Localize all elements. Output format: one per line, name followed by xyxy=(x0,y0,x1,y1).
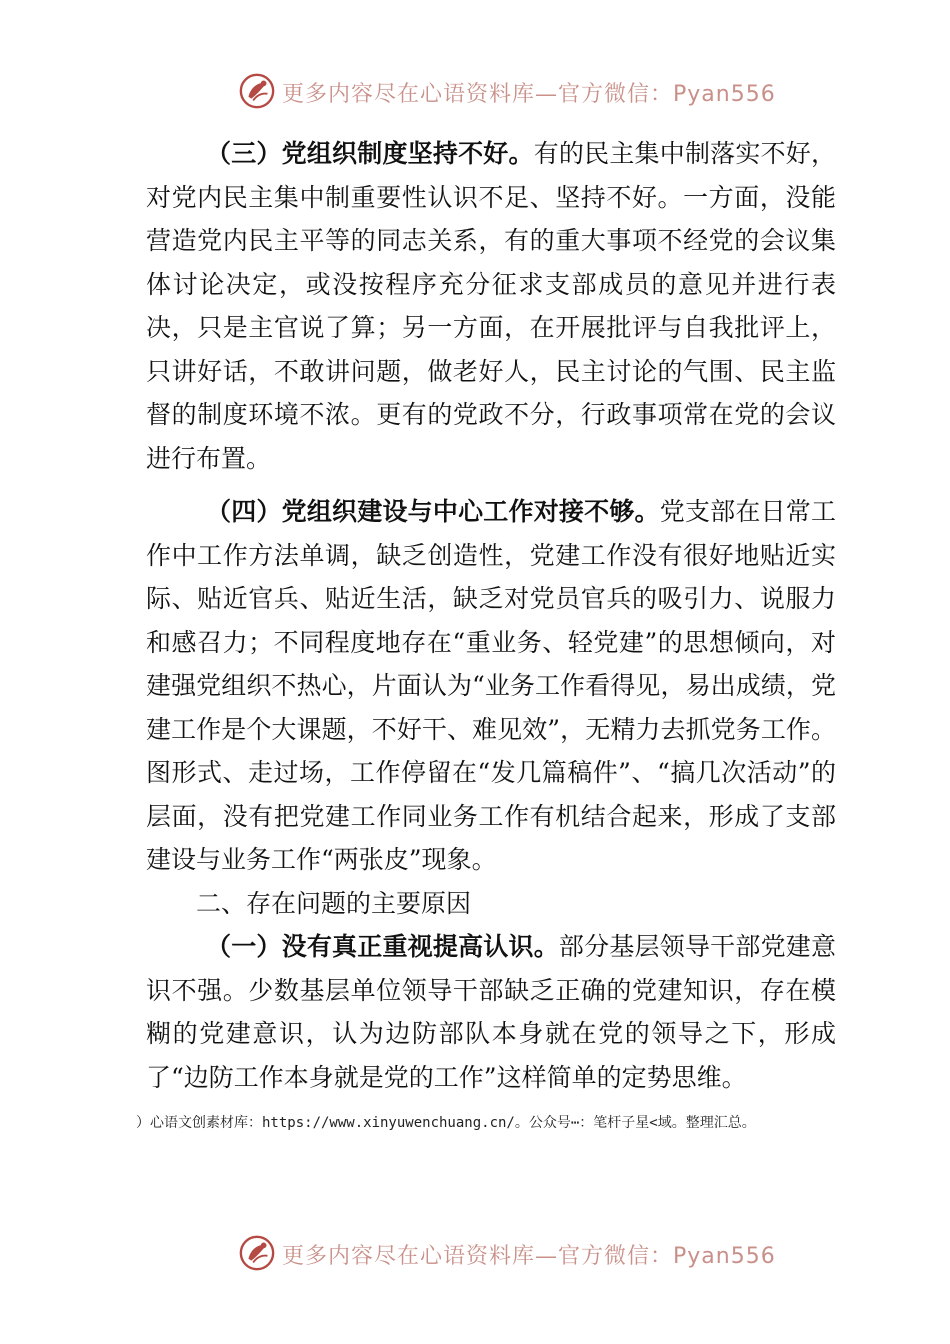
document-body xyxy=(146,132,836,1099)
footer-banner xyxy=(0,1232,950,1276)
paragraph-reason-1 xyxy=(146,925,836,1099)
footnote: ）心语文创素材库：https://www.xinyuwenchuang.cn/。公众号⋯：笔杆子星<域。整理汇总。 xyxy=(136,1115,756,1131)
banner-text: 更多内容尽在心语资料库—官方微信：Pyan556 xyxy=(282,82,776,107)
section-heading: （一）没有真正重视提高认识。 xyxy=(206,932,559,961)
section-heading: （三）党组织制度坚持不好。 xyxy=(206,139,534,168)
section-heading: （四）党组织建设与中心工作对接不够。 xyxy=(206,497,660,526)
wechat-id: Pyan556 xyxy=(673,82,776,107)
section-text: 部分基层领导干部党建意识不强。少数基层单位领导干部缺乏正确的党建知识，存在模糊的党建意识，认为边防部队本身就在党的领导之下，形成了“边防工作本身就是党的工作”这样简单的定势思维。 xyxy=(146,932,836,1092)
section-text: 党支部在日常工作中工作方法单调，缺乏创造性，党建工作没有很好地贴近实际、贴近官兵、贴近生活，缺乏对党员官兵的吸引力、说服力和感召力；不同程度地存在“重业务、轻党建”的思想倾向，对建强党组织不热心，片面认为“业务工作看得见，易出成绩，党建工作是个大课题，不好干、难见效”，无精力去抓党务工作。图形式、走过场，工作停留在“发几篇稿件”、“搞几次活动”的层面，没有把党建工作同业务工作有机结合起来，形成了支部建设与业务工作“两张皮”现象。 xyxy=(146,497,836,874)
rose-seal-logo-icon xyxy=(238,1234,276,1272)
chapter-heading: 二、存在问题的主要原因 xyxy=(196,888,472,918)
rose-seal-logo-icon xyxy=(238,72,276,110)
header-banner xyxy=(0,70,950,114)
section-text: 有的民主集中制落实不好，对党内民主集中制重要性认识不足、坚持不好。一方面，没能营造党内民主平等的同志关系，有的重大事项不经党的会议集体讨论决定，或没按程序充分征求支部成员的意见并进行表决，只是主官说了算；另一方面，在开展批评与自我批评上，只讲好话，不敢讲问题，做老好人，民主讨论的气围、民主监督的制度环境不浓。更有的党政不分，行政事项常在党的会议进行布置。 xyxy=(146,139,836,473)
paragraph-section-4 xyxy=(146,490,836,882)
banner-text: 更多内容尽在心语资料库—官方微信：Pyan556 xyxy=(282,1244,776,1269)
wechat-id: Pyan556 xyxy=(673,1244,776,1269)
paragraph-section-3 xyxy=(146,132,836,480)
